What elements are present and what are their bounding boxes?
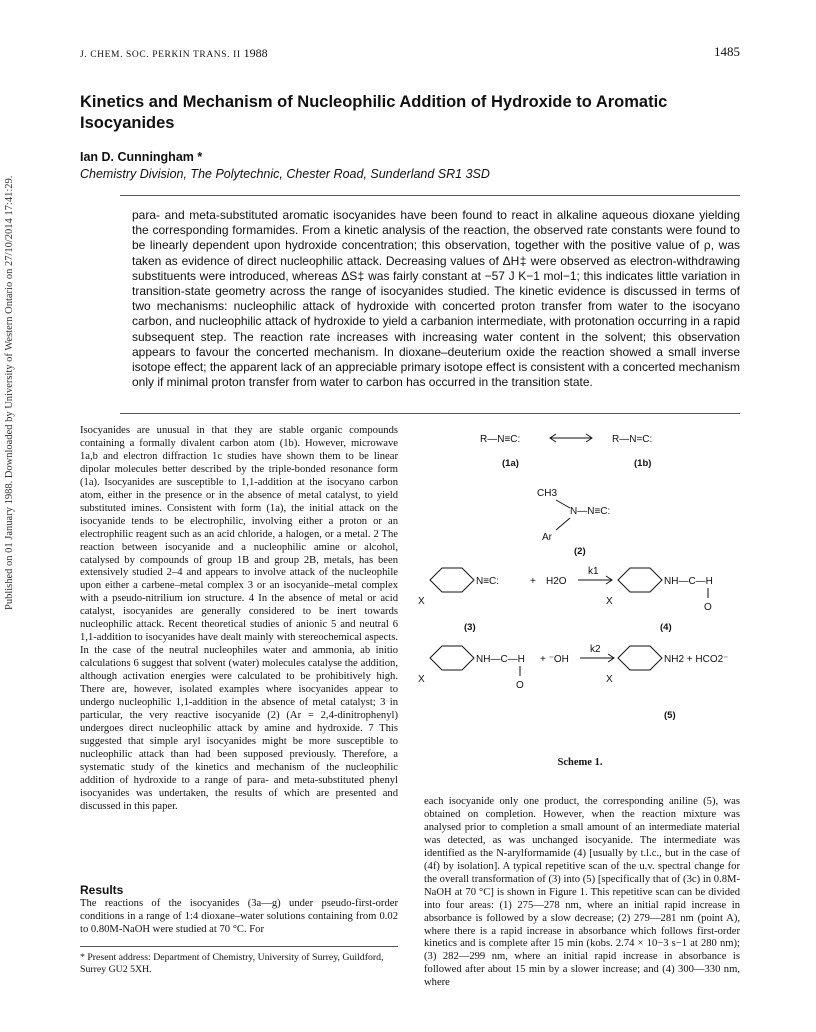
page-number: 1485 bbox=[714, 44, 740, 59]
carbonyl-oxygen-4b: O bbox=[516, 680, 524, 691]
label-3: (3) bbox=[464, 622, 476, 633]
benzene-ring-4b bbox=[430, 646, 474, 670]
methyl-group: CH3 bbox=[537, 488, 558, 499]
scheme-caption: Scheme 1. bbox=[557, 757, 603, 768]
aryl-group: Ar bbox=[542, 532, 552, 543]
benzene-ring-3 bbox=[430, 568, 474, 592]
footnote-rule bbox=[80, 946, 398, 947]
abstract: para- and meta-substituted aromatic isocyanides have been found to react in alkaline aqueous dioxane yielding the corresponding formamides. From a kinetic analysis of the reaction, the observed rate constants were found to be linearly dependent upon hydroxide concentration; this observation, together with the positive value of ρ, was taken as evidence of direct nucleophilic attack. Decreasing values of ΔH‡ were observed as electron-withdrawing substituents were introduced, whereas ΔS‡ was fairly constant at −57 J K−1 mol−1; this indicates little variation in transition-state geometry across the range of isocyanides studied. The kinetic evidence is discussed in terms of two mechanisms: nucleophilic attack of hydroxide with concerted proton transfer from water to the isocyano carbon, and nucleophilic attack of hydroxide to yield a carbanion intermediate, with protonation occurring in a rapid subsequent step. The reaction rate increases with increasing water content in the solvent; this observation appears to favour the concerted mechanism. In dioxane–deuterium oxide the reaction showed a small inverse isotope effect; the apparent lack of an appreciable primary isotope effect is consistent with a concerted mechanism only if minimal proton transfer from water to carbon has occurred in the transition state. bbox=[132, 208, 740, 390]
benzene-ring-4 bbox=[618, 568, 662, 592]
aryl-bond bbox=[556, 518, 570, 530]
running-header bbox=[80, 46, 268, 61]
formamide-group: NH—C—H bbox=[664, 576, 713, 587]
abstract-top-rule bbox=[120, 195, 740, 196]
substituent-x-4b: X bbox=[418, 674, 425, 685]
plus-sign-1: + bbox=[530, 576, 536, 587]
rate-constant-1: k1 bbox=[588, 566, 599, 577]
structure-1b: R—N=C: bbox=[612, 434, 653, 445]
author: Ian D. Cunningham * bbox=[80, 150, 203, 164]
substituent-x-4: X bbox=[606, 596, 613, 607]
substituent-x-5: X bbox=[606, 674, 613, 685]
water: H2O bbox=[546, 576, 567, 587]
footnote: * Present address: Department of Chemistry, University of Surrey, Guildford, Surrey GU2 5XH. bbox=[80, 952, 384, 975]
abstract-bottom-rule bbox=[120, 413, 740, 414]
label-2: (2) bbox=[574, 546, 586, 557]
label-1b: (1b) bbox=[634, 458, 652, 469]
aniline-products: NH2 + HCO2⁻ bbox=[664, 654, 729, 665]
structure-2-chain: N—N≡C: bbox=[570, 506, 611, 517]
structure-1a: R—N≡C: bbox=[480, 434, 521, 445]
hydroxide: + ⁻OH bbox=[540, 654, 569, 665]
journal-name: J. CHEM. SOC. PERKIN TRANS. II bbox=[80, 50, 241, 60]
results-text: The reactions of the isocyanides (3a—g) under pseudo-first-order conditions in a range of 1:4 dioxane–water solutions containing from 0.02 to 0.80M-NaOH were studied at 70 °C. For bbox=[80, 898, 398, 935]
label-4: (4) bbox=[660, 622, 672, 633]
column-two-text: each isocyanide only one product, the corresponding aniline (5), was obtained on completion. However, when the reaction mixture was analysed prior to completion a small amount of an intermediate material was detected, as was unchanged isocyanide. The intermediate was identified as the N-arylformamide (4) [usually by t.l.c., but in the case of (4f) by isolation]. A typical repetitive scan of the u.v. spectral change for the overall transformation of (3) into (5) [specifically that of (3c) in 0.8M-NaOH at 70 °C] is shown in Figure 1. This repetitive scan can be divided into four areas: (1) 275—278 nm, where an initial rapid increase in absorbance is followed by a slow decrease; (2) 279—281 nm (point A), where there is a rapid increase in absorbance which follows first-order kinetics and is complete after 15 min (kobs. 2.74 × 10−3 s−1 at 280 nm); (3) 282—299 nm, where an initial rapid increase in absorbance is followed after about 15 min by a slower increase; and (4) 300—330 nm, where bbox=[424, 796, 740, 989]
carbonyl-oxygen-4: O bbox=[704, 602, 712, 613]
affiliation: Chemistry Division, The Polytechnic, Chester Road, Sunderland SR1 3SD bbox=[80, 167, 490, 181]
results-heading: Results bbox=[80, 883, 124, 897]
download-note: Published on 01 January 1988. Downloaded by University of Western Ontario on 27/10/2014 17:41:29. bbox=[4, 175, 15, 610]
label-5: (5) bbox=[664, 710, 676, 721]
scheme-1-figure bbox=[420, 418, 740, 758]
paper-title: Kinetics and Mechanism of Nucleophilic Addition of Hydroxide to Aromatic Isocyanides bbox=[80, 93, 668, 132]
journal-year: 1988 bbox=[243, 46, 268, 60]
benzene-ring-5 bbox=[618, 646, 662, 670]
formamide-group-b: NH—C—H bbox=[476, 654, 525, 665]
rate-constant-2: k2 bbox=[590, 644, 601, 655]
isocyano-group: N≡C: bbox=[476, 576, 500, 587]
label-1a: (1a) bbox=[502, 458, 519, 469]
substituent-x-3: X bbox=[418, 596, 425, 607]
methyl-bond bbox=[556, 500, 570, 508]
introduction-text: Isocyanides are unusual in that they are stable organic compounds containing a formally divalent carbon atom (1b). However, microwave 1a,b and electron diffraction 1c studies have shown them to be linear dipolar molecules better described by the triple-bonded resonance form (1a). Isocyanides are susceptible to 1,1-addition at the isocyano carbon atom, either in the presence or in the absence of metal catalyst, to yield substituted imines. Consistent with form (1a), the initial attack on the isocyanide tends to be electrophilic, involving either a proton or an electrophilic reagent such as an acid chloride, a halogen, or a metal. 2 The reaction between isocyanide and a nucleophilic amine or alcohol, catalysed by compounds of group 1B and group 2B, metals, has been extensively studied 2–4 and appears to involve attack of the nucleophile upon either a carbene–metal complex 3 or an isocyanide–metal complex with a pseudo-nitrilium ion structure. 4 In the absence of metal or acid catalyst, isocyanides are generally considered to be inert towards nucleophilic attack. Recent theoretical studies of anionic 5 and neutral 6 1,1-addition to isocyanides have dealt mainly with stereochemical aspects. In the case of the neutral nucleophiles water and ammonia, ab initio calculations 6 suggest that solvent (water) molecules catalyse the addition, although activation energies were calculated to be prohibitively high. There are, however, isolated examples where isocyanides appear to undergo nucleophilic 1,1-addition in the absence of metal catalyst; 3 in particular, the very reactive isocyanide (2) (Ar = 2,4-dinitrophenyl) undergoes direct nucleophilic attack by amine and hydroxide. 7 This suggested that simple aryl isocyanides might be more susceptible to nucleophilic attack than had been supposed previously. Therefore, a systematic study of the kinetics and mechanism of the nucleophilic addition of hydroxide to a range of para- and meta-substituted phenyl isocyanides was undertaken, the results of which are presented and discussed in this paper. bbox=[80, 425, 398, 812]
